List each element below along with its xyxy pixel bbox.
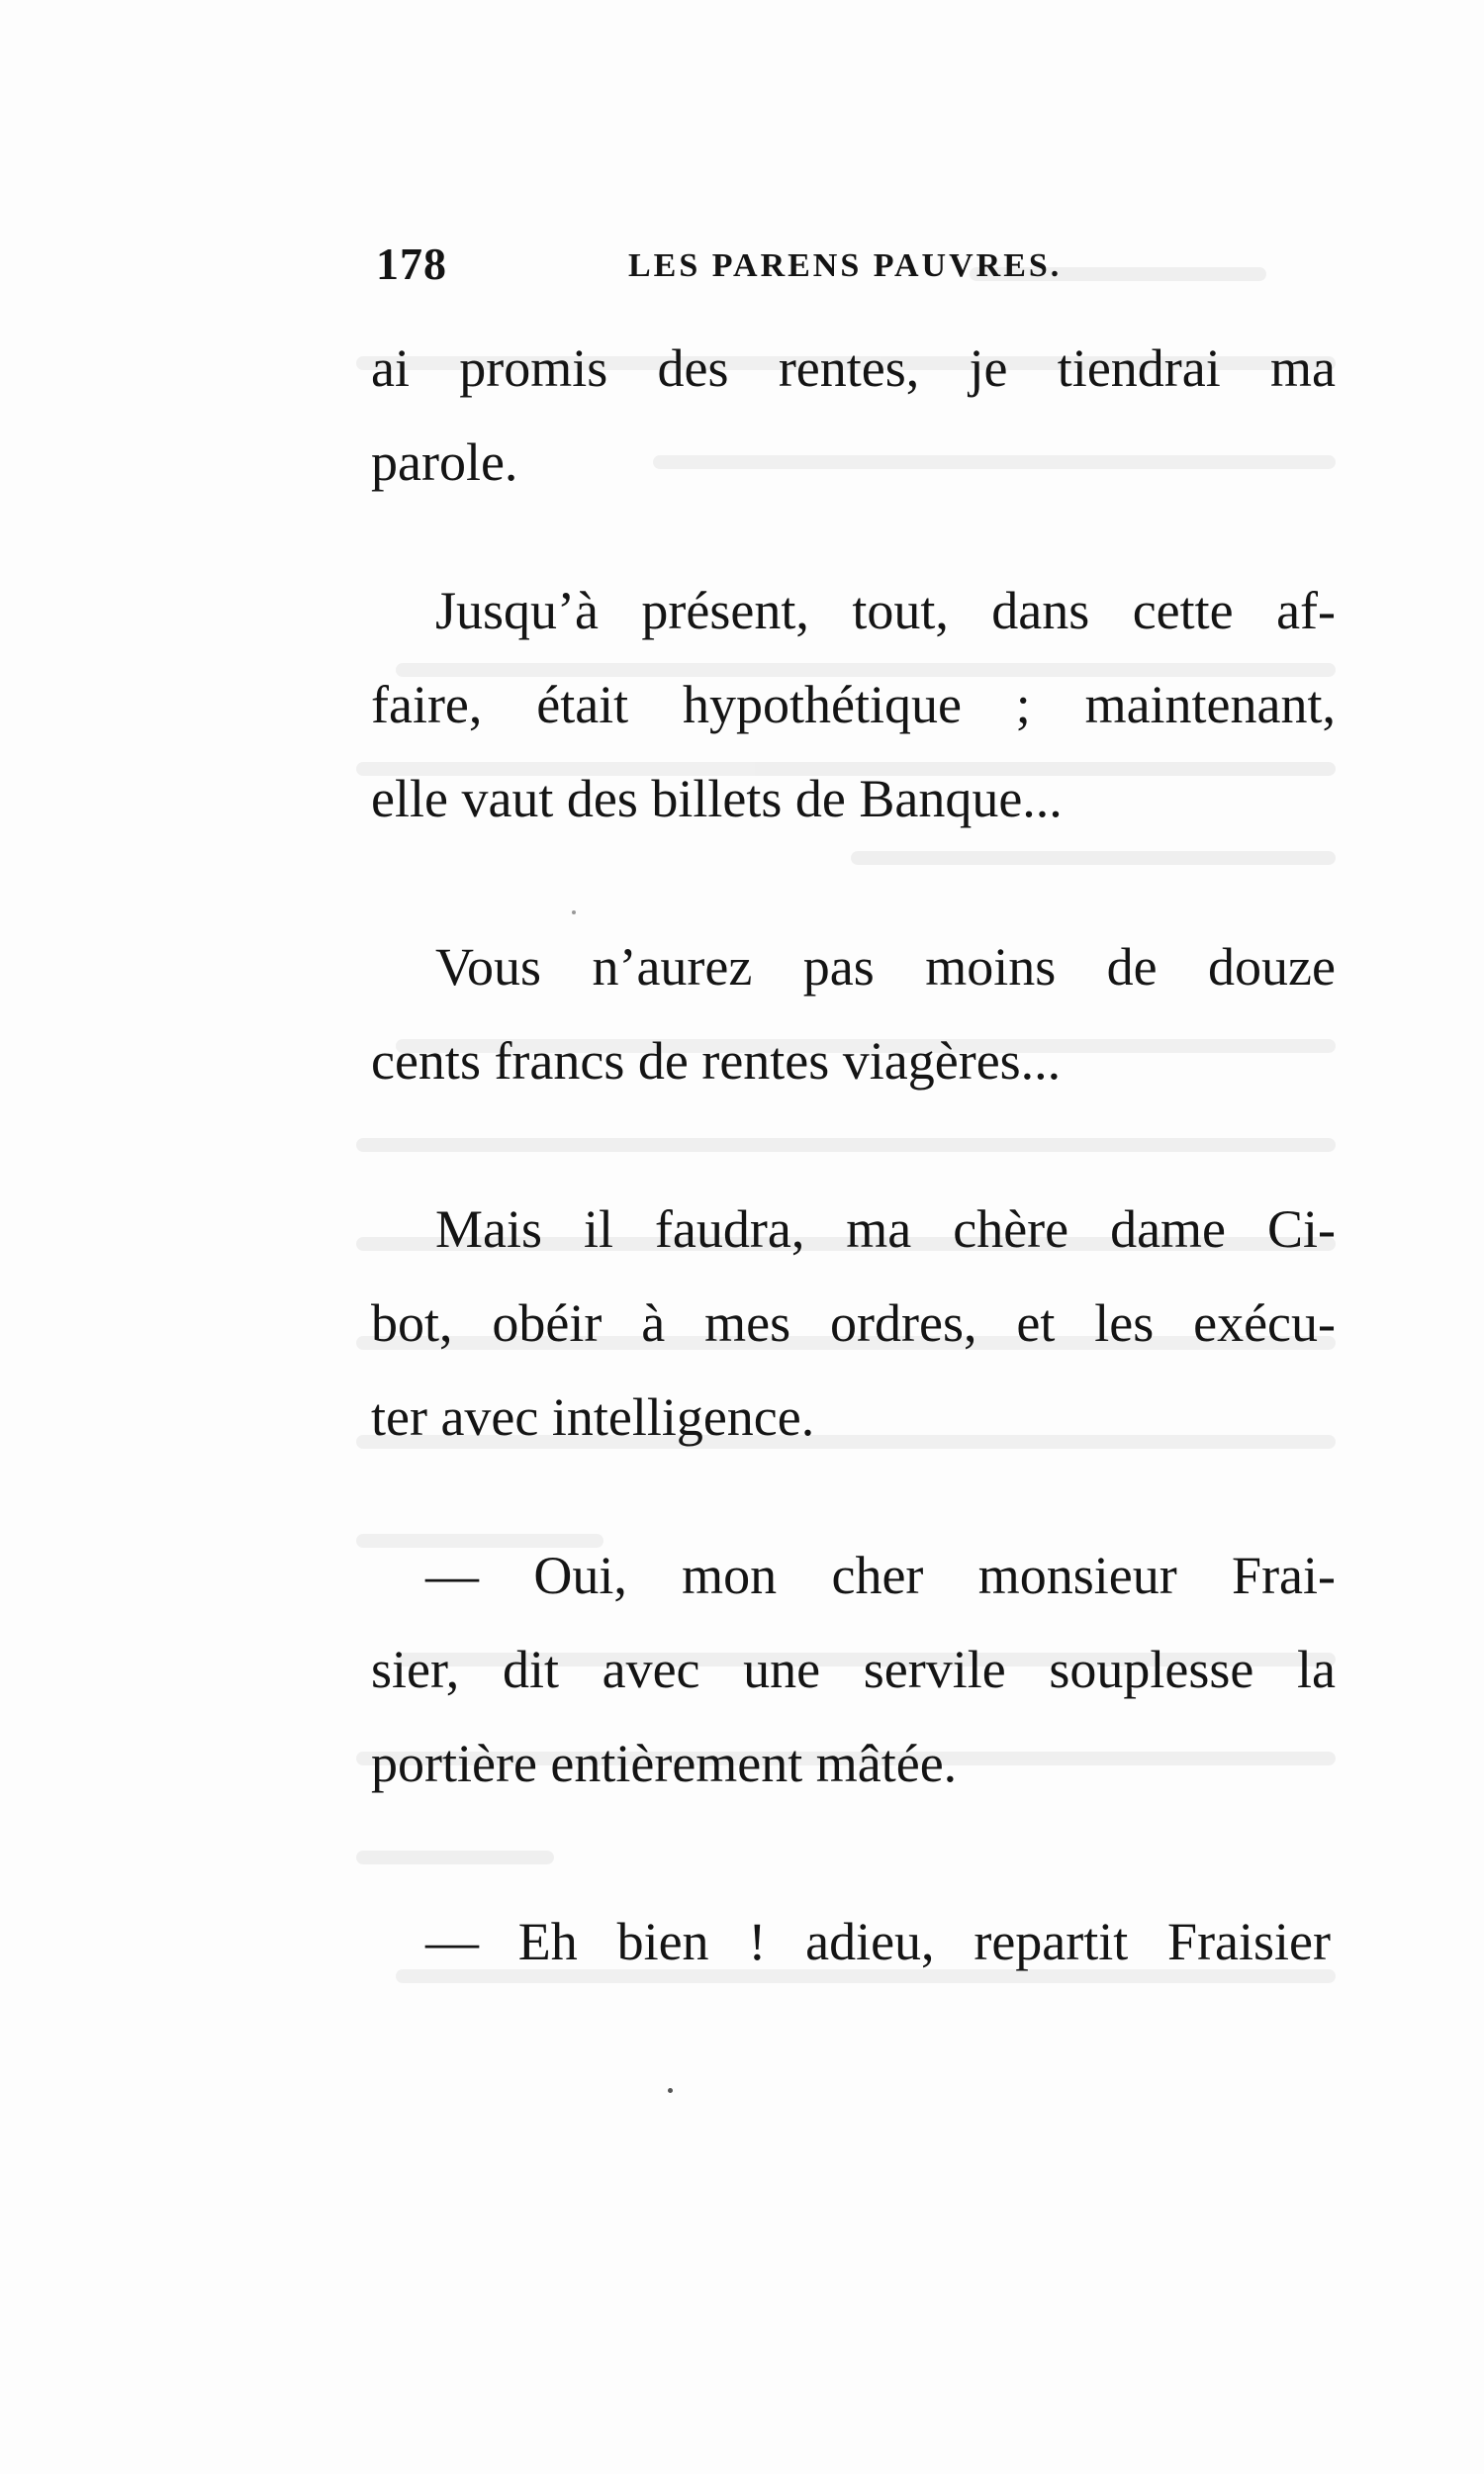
text-line: sier, dit avec une servile souplesse la (371, 1640, 1336, 1699)
page-header (376, 238, 1365, 297)
text-line: ai promis des rentes, je tiendrai ma (371, 338, 1336, 398)
print-speck (572, 910, 576, 914)
text-line: Mais il faudra, ma chère dame Ci- (435, 1199, 1336, 1259)
page-number: 178 (376, 238, 447, 289)
text-line: ter avec intelligence. (371, 1387, 815, 1447)
running-title: LES PARENS PAUVRES. (628, 247, 1063, 284)
text-line: elle vaut des billets de Banque... (371, 769, 1063, 828)
text-line: Jusqu’à présent, tout, dans cette af- (435, 581, 1336, 640)
text-line: portière entièrement mâtée. (371, 1734, 958, 1793)
text-line: — Oui, mon cher monsieur Frai- (425, 1546, 1336, 1605)
text-line: faire, était hypothétique ; maintenant, (371, 675, 1336, 734)
text-line: parole. (371, 432, 518, 492)
print-speck (668, 2088, 673, 2093)
text-line: — Eh bien ! adieu, repartit Fraisier (425, 1912, 1331, 1971)
text-line: cents francs de rentes viagères... (371, 1031, 1062, 1091)
text-line: Vous n’aurez pas moins de douze (435, 937, 1336, 997)
text-line: bot, obéir à mes ordres, et les exécu- (371, 1293, 1336, 1353)
